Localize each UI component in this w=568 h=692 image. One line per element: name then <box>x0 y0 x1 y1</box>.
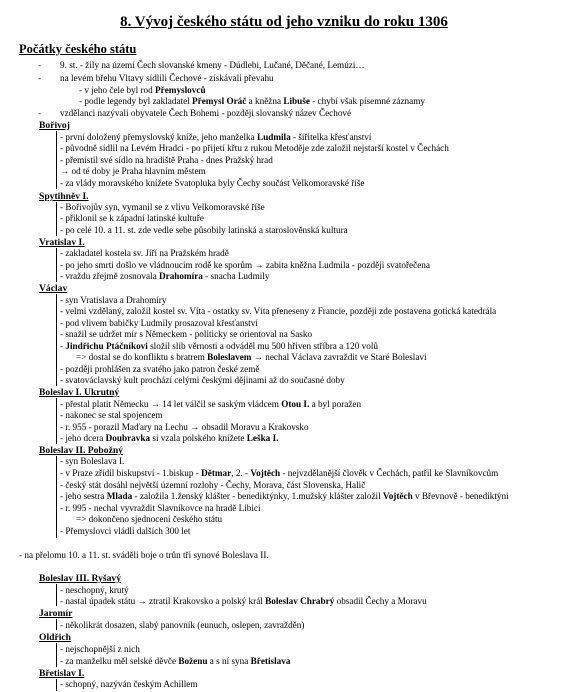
section-bar <box>56 202 57 236</box>
list-item: - nakonec se stal spojencem <box>60 410 163 420</box>
section-heading-intro: Počátky českého státu <box>19 42 137 56</box>
list-item: - nastal úpadek státu → ztratil Krakovsko a polský král Boleslav Chrabrý obsadil Čechy a Moravu <box>60 596 427 606</box>
ruler-heading: Václav <box>39 283 68 294</box>
intro-line: 9. st. - žily na území Čech slovanské kmeny - Dúdlebi, Lučané, Děčané, Lemúzi… <box>60 60 365 70</box>
list-item: → od té doby je Praha hlavním městem <box>60 166 206 176</box>
list-item: - přemístil své sídlo na hradiště Praha - dnes Pražský hrad <box>60 155 273 165</box>
section-bar <box>56 294 57 386</box>
ruler-heading: Boleslav II. Pobožný <box>39 445 123 456</box>
list-item: - Přemyslovci vládli dalších 300 let <box>60 526 191 536</box>
ruler-heading: Jaromír <box>39 608 73 619</box>
section-bar <box>56 398 57 444</box>
list-item: - zakladatel kostela sv. Jiří na Pražském hradě <box>60 248 229 258</box>
list-item: - přiklonil se k západní latinské kultuře <box>60 213 204 223</box>
list-item: - velmi vzdělaný, založil kostel sv. Víta - ostatky sv. Víta přeneseny z Francie, později zde postavena gotická katedrála <box>60 306 497 316</box>
ruler-heading: Bořivoj <box>39 120 70 131</box>
ruler-heading: Oldřich <box>39 632 71 643</box>
list-item: - po jeho smrti došlo ve vládnoucím rodě ke sporům → zabita kněžna Ludmila - později svatořečena <box>60 260 430 270</box>
list-item: - přestal platit Německu → 14 let válčil se saským vládcem Otou I. a byl poražen <box>60 399 362 409</box>
list-item: - český stát dosáhl největší územní rozlohy - Čechy, Morava, část Slovenska, Halič <box>60 480 366 490</box>
list-item: - později prohlášen za svatého jako patron české země <box>60 364 260 374</box>
intro-line: na levém břehu Vltavy sídlili Čechové - získávali převahu <box>60 73 274 83</box>
section-bar <box>56 584 57 606</box>
intro-line: vzdělanci nazývali obyvatele Čech Bohemi - později slovanský název Čechové <box>60 108 352 118</box>
intro-line: - v jeho čele byl rod Přemyslovců <box>79 85 206 95</box>
list-item: - pod vlivem babičky Ludmily prosazoval křesťanství <box>60 318 258 328</box>
list-item: - r. 955 - porazil Maďary na Lechu → obsadil Moravu a Krakovsko <box>60 422 309 432</box>
section-bar <box>56 643 57 667</box>
list-item: => dostal se do konfliktu s bratrem Boleslavem → nechal Václava zavraždit ve Staré Boleslavi <box>76 352 427 362</box>
intro-dash: - <box>38 73 42 83</box>
section-bar <box>56 619 57 630</box>
list-item: - za manželku měl selské děvče Boženu a s ní syna Břetislava <box>60 656 291 666</box>
list-item: - schopný, nazýván českým Achillem <box>60 679 198 689</box>
section-bar <box>56 456 57 538</box>
list-item: - jeho dcera Doubravka si vzala polského knížete Leška I. <box>60 433 279 443</box>
list-item: - první doložený přemyslovský kníže, jeho manželka Ludmila - šiřitelka křesťanství <box>60 132 372 142</box>
ruler-heading: Boleslav I. Ukrutný <box>39 387 120 398</box>
ruler-heading: Spytihněv I. <box>39 191 89 202</box>
list-item: => dokončeno sjednocení českého státu <box>76 514 223 524</box>
list-item: - původně sídlil na Levém Hradci - po přijetí křtu z rukou Metoděje zde založil nejstarší kostel v Čechách <box>60 143 449 153</box>
ruler-heading: Boleslav III. Ryšavý <box>39 573 122 584</box>
list-item: - Bořivojův syn, vymanil se z vlivu Velkomoravské říše <box>60 202 265 212</box>
list-item: - svatováclavský kult prochází celými českými dějinami až do současné doby <box>60 375 345 385</box>
list-item: - za vlády moravského knížete Svatopluka byly Čechy součást Velkomoravské říše <box>60 178 365 188</box>
page-title: 8. Vývoj českého státu od jeho vzniku do roku 1306 <box>120 14 448 30</box>
list-item: - jeho sestra Mlada - založila 1.ženský klášter - benediktýnky, 1.mužský klášter založil Vojtěch v Břevnově - benediktýni <box>60 491 509 501</box>
intro-dash: - <box>38 108 42 118</box>
intro-line: - podle legendy byl zakladatel Přemysl Oráč a kněžna Libuše - chybí však písemné záznamy <box>79 96 425 106</box>
list-item: - neschopný, krutý <box>60 585 129 595</box>
ruler-heading: Vratislav I. <box>39 237 85 248</box>
section-bar <box>56 679 57 691</box>
note-line: - na přelomu 10. a 11. st. sváděli boje o trůn tři synové Boleslava II. <box>19 550 269 560</box>
section-bar <box>56 248 57 282</box>
intro-dash: - <box>38 60 42 70</box>
section-bar <box>56 131 57 189</box>
list-item: - vraždu zřejmě zosnovala Drahomíra - snacha Ludmily <box>60 271 270 281</box>
list-item: - syn Vratislava a Drahomíry <box>60 295 167 305</box>
list-item: - snažil se udržet mír s Německem - politicky se orientoval na Sasko <box>60 329 313 339</box>
list-item: - Jindřichu Ptáčníkovi složil slib věrnosti a odváděl mu 500 hřiven stříbra a 120 volů <box>60 341 378 351</box>
list-item: - několikrát dosazen, slabý panovník (eunuch, oslepen, zavražděn) <box>60 620 305 630</box>
list-item: - v Praze zřídil biskupství - 1.biskup - Dětmar, 2. - Vojtěch - nejvzdělanější člověk v Čechách, patřil ke Slavníkovcům <box>60 468 499 478</box>
list-item: - r. 995 - nechal vyvraždit Slavníkovce na hradě Libici <box>60 503 261 513</box>
list-item: - nejschopnější z nich <box>60 644 140 654</box>
ruler-heading: Břetislav I. <box>39 668 85 679</box>
list-item: - syn Boleslava I. <box>60 456 125 466</box>
list-item: - po celé 10. a 11. st. zde vedle sebe působily latinská a staroslověnská kultura <box>60 225 348 235</box>
